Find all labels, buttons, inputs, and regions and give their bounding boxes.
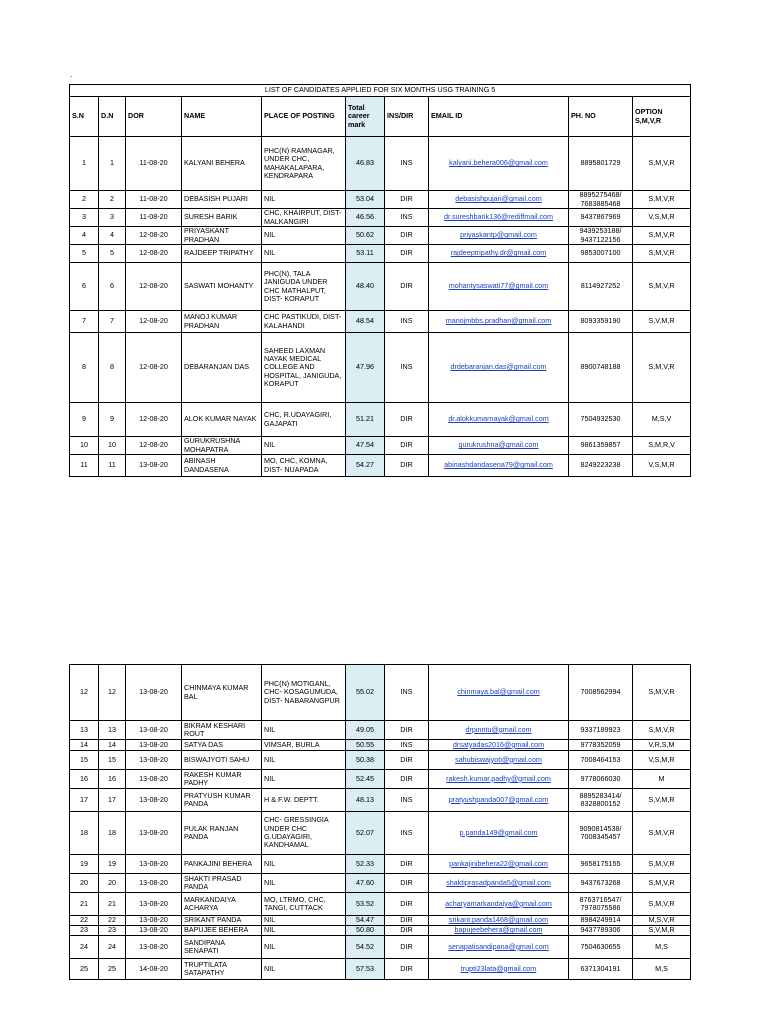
cell-mark: 47.60 bbox=[346, 874, 385, 893]
cell-sn: 12 bbox=[70, 665, 99, 721]
cell-phone: 7504932530 bbox=[569, 403, 633, 437]
cell-option: S,M,V,R bbox=[633, 333, 691, 403]
table-row bbox=[70, 245, 691, 263]
cell-sn: 7 bbox=[70, 311, 99, 333]
cell-insdir: DIR bbox=[385, 936, 429, 959]
cell-dn: 23 bbox=[99, 926, 126, 936]
cell-mark: 50.80 bbox=[346, 926, 385, 936]
cell-option: S,M,V,R bbox=[633, 812, 691, 855]
cell-mark: 50.62 bbox=[346, 227, 385, 245]
cell-sn: 2 bbox=[70, 191, 99, 209]
cell-mark: 54.47 bbox=[346, 916, 385, 926]
header-dn: D.N bbox=[99, 97, 126, 137]
cell-email[interactable]: srikant.panda1468@gmail.com bbox=[429, 916, 569, 926]
cell-mark: 53.11 bbox=[346, 245, 385, 263]
cell-phone: 9439253188/ 9437122156 bbox=[569, 227, 633, 245]
cell-email[interactable]: kalyani.behera006@gmail.com bbox=[429, 137, 569, 191]
table-row bbox=[70, 665, 691, 721]
cell-option: V,S,M,R bbox=[633, 209, 691, 227]
cell-option: S,M,V,R bbox=[633, 245, 691, 263]
cell-dn: 10 bbox=[99, 437, 126, 455]
cell-dor: 12-08-20 bbox=[126, 437, 182, 455]
page-dot: . bbox=[70, 70, 73, 79]
cell-dn: 2 bbox=[99, 191, 126, 209]
cell-place: PHC(N) MOTIGANL, CHC- KOSAGUMUDA, DIST- NABARANGPUR bbox=[262, 665, 346, 721]
cell-sn: 25 bbox=[70, 959, 99, 980]
cell-email[interactable]: trupti23lata@gmail.com bbox=[429, 959, 569, 980]
cell-dor: 13-08-20 bbox=[126, 789, 182, 812]
cell-phone: 9437673268 bbox=[569, 874, 633, 893]
cell-dn: 22 bbox=[99, 916, 126, 926]
header-dor: DOR bbox=[126, 97, 182, 137]
cell-name: SRIKANT PANDA bbox=[182, 916, 262, 926]
cell-phone: 9658175155 bbox=[569, 855, 633, 874]
cell-dn: 19 bbox=[99, 855, 126, 874]
cell-insdir: DIR bbox=[385, 959, 429, 980]
table-row bbox=[70, 926, 691, 936]
cell-option: V,S,M,R bbox=[633, 455, 691, 477]
cell-dn: 15 bbox=[99, 751, 126, 770]
candidates-table-top bbox=[69, 84, 691, 477]
cell-dn: 14 bbox=[99, 740, 126, 751]
cell-phone: 8900748188 bbox=[569, 333, 633, 403]
cell-mark: 50.38 bbox=[346, 751, 385, 770]
table-row bbox=[70, 137, 691, 191]
cell-email[interactable]: drpinntu@gmail.com bbox=[429, 721, 569, 740]
cell-sn: 9 bbox=[70, 403, 99, 437]
cell-dn: 3 bbox=[99, 209, 126, 227]
cell-sn: 4 bbox=[70, 227, 99, 245]
cell-sn: 1 bbox=[70, 137, 99, 191]
cell-email[interactable]: priyaskantp@gmail.com bbox=[429, 227, 569, 245]
cell-email[interactable]: gurukrushna@gmail.com bbox=[429, 437, 569, 455]
cell-phone: 9778352059 bbox=[569, 740, 633, 751]
cell-option: S,M,V,R bbox=[633, 227, 691, 245]
cell-place: MO, CHC, KOMNA, DIST- NUAPADA bbox=[262, 455, 346, 477]
cell-phone: 8763716547/ 7978075586 bbox=[569, 893, 633, 916]
cell-sn: 5 bbox=[70, 245, 99, 263]
table-row bbox=[70, 789, 691, 812]
cell-place: NIL bbox=[262, 855, 346, 874]
header-insdir: INS/DIR bbox=[385, 97, 429, 137]
cell-name: BIKRAM KESHARI ROUT bbox=[182, 721, 262, 740]
cell-insdir: DIR bbox=[385, 751, 429, 770]
cell-insdir: DIR bbox=[385, 874, 429, 893]
cell-place: NIL bbox=[262, 916, 346, 926]
cell-mark: 54.27 bbox=[346, 455, 385, 477]
cell-place: PHC(N), TALA JANIGUDA UNDER CHC MATHALPUT, DIST- KORAPUT bbox=[262, 263, 346, 311]
cell-mark: 51.21 bbox=[346, 403, 385, 437]
cell-mark: 52.45 bbox=[346, 770, 385, 789]
cell-place: NIL bbox=[262, 770, 346, 789]
cell-dn: 17 bbox=[99, 789, 126, 812]
cell-option: S,M,R,V bbox=[633, 437, 691, 455]
header-sn: S.N bbox=[70, 97, 99, 137]
cell-phone: 9437789306 bbox=[569, 926, 633, 936]
cell-mark: 48.54 bbox=[346, 311, 385, 333]
cell-dor: 13-08-20 bbox=[126, 874, 182, 893]
table-row bbox=[70, 403, 691, 437]
cell-place: NIL bbox=[262, 874, 346, 893]
cell-dn: 18 bbox=[99, 812, 126, 855]
cell-name: BISWAJYOTI SAHU bbox=[182, 751, 262, 770]
cell-name: KALYANI BEHERA bbox=[182, 137, 262, 191]
cell-dor: 12-08-20 bbox=[126, 263, 182, 311]
cell-phone: 8895283414/ 8328800152 bbox=[569, 789, 633, 812]
cell-insdir: INS bbox=[385, 311, 429, 333]
cell-sn: 11 bbox=[70, 455, 99, 477]
cell-email[interactable]: abinashdandasena79@gmail.com bbox=[429, 455, 569, 477]
cell-insdir: DIR bbox=[385, 263, 429, 311]
cell-phone: 8249223238 bbox=[569, 455, 633, 477]
cell-sn: 24 bbox=[70, 936, 99, 959]
cell-option: M,S bbox=[633, 936, 691, 959]
cell-email[interactable]: drsatyadas2016@gmail.com bbox=[429, 740, 569, 751]
cell-dor: 11-08-20 bbox=[126, 191, 182, 209]
header-name: NAME bbox=[182, 97, 262, 137]
cell-dor: 13-08-20 bbox=[126, 665, 182, 721]
header-email: EMAIL ID bbox=[429, 97, 569, 137]
cell-mark: 48.13 bbox=[346, 789, 385, 812]
cell-dn: 5 bbox=[99, 245, 126, 263]
cell-insdir: DIR bbox=[385, 855, 429, 874]
header-place: PLACE OF POSTING bbox=[262, 97, 346, 137]
cell-dor: 13-08-20 bbox=[126, 770, 182, 789]
cell-option: M,S,V bbox=[633, 403, 691, 437]
cell-dor: 14-08-20 bbox=[126, 959, 182, 980]
cell-place: NIL bbox=[262, 926, 346, 936]
cell-email[interactable]: mohantysaswati77@gmail.com bbox=[429, 263, 569, 311]
cell-place: SAHEED LAXMAN NAYAK MEDICAL COLLEGE AND HOSPITAL, JANIGUDA, KORAPUT bbox=[262, 333, 346, 403]
cell-option: S,V,M,R bbox=[633, 311, 691, 333]
cell-dn: 7 bbox=[99, 311, 126, 333]
cell-name: GURUKRUSHNA MOHAPATRA bbox=[182, 437, 262, 455]
cell-name: MARKANDAIYA ACHARYA bbox=[182, 893, 262, 916]
cell-name: SHAKTI PRASAD PANDA bbox=[182, 874, 262, 893]
cell-dor: 12-08-20 bbox=[126, 403, 182, 437]
cell-name: PRIYASKANT PRADHAN bbox=[182, 227, 262, 245]
cell-mark: 53.52 bbox=[346, 893, 385, 916]
header-row bbox=[70, 97, 691, 137]
cell-name: RAKESH KUMAR PADHY bbox=[182, 770, 262, 789]
header-option: OPTION S,M,V,R bbox=[633, 97, 691, 137]
cell-dn: 13 bbox=[99, 721, 126, 740]
cell-option: M bbox=[633, 770, 691, 789]
cell-phone: 7008464153 bbox=[569, 751, 633, 770]
cell-dn: 24 bbox=[99, 936, 126, 959]
cell-email[interactable]: debasishpujari@gmail.com bbox=[429, 191, 569, 209]
cell-place: NIL bbox=[262, 245, 346, 263]
cell-dor: 13-08-20 bbox=[126, 916, 182, 926]
cell-insdir: INS bbox=[385, 789, 429, 812]
cell-dn: 21 bbox=[99, 893, 126, 916]
cell-phone: 9778066030 bbox=[569, 770, 633, 789]
cell-sn: 16 bbox=[70, 770, 99, 789]
cell-place: NIL bbox=[262, 227, 346, 245]
cell-phone: 8895275468/ 7683885468 bbox=[569, 191, 633, 209]
cell-place: CHC, KHAIRPUT, DIST-MALKANGIRI bbox=[262, 209, 346, 227]
cell-place: PHC(N) RAMNAGAR, UNDER CHC, MAHAKALAPARA, KENDRAPARA bbox=[262, 137, 346, 191]
cell-option: S,M,V,R bbox=[633, 665, 691, 721]
cell-phone: 7504630655 bbox=[569, 936, 633, 959]
cell-dor: 13-08-20 bbox=[126, 936, 182, 959]
cell-dn: 25 bbox=[99, 959, 126, 980]
cell-phone: 9437867969 bbox=[569, 209, 633, 227]
cell-mark: 55.02 bbox=[346, 665, 385, 721]
cell-name: DEBASISH PUJARI bbox=[182, 191, 262, 209]
cell-phone: 9853007100 bbox=[569, 245, 633, 263]
cell-option: M,S,V,R bbox=[633, 916, 691, 926]
cell-insdir: DIR bbox=[385, 227, 429, 245]
cell-place: NIL bbox=[262, 721, 346, 740]
cell-sn: 17 bbox=[70, 789, 99, 812]
cell-sn: 15 bbox=[70, 751, 99, 770]
cell-mark: 46.83 bbox=[346, 137, 385, 191]
cell-email[interactable]: rajdeeptripathy.dr@gmail.com bbox=[429, 245, 569, 263]
cell-dor: 13-08-20 bbox=[126, 855, 182, 874]
cell-dn: 1 bbox=[99, 137, 126, 191]
cell-place: CHC- GRESSINGIA UNDER CHC G.UDAYAGIRI, KANDHAMAL bbox=[262, 812, 346, 855]
table-row bbox=[70, 740, 691, 751]
header-phone: PH. NO bbox=[569, 97, 633, 137]
cell-name: ALOK KUMAR NAYAK bbox=[182, 403, 262, 437]
table-row bbox=[70, 916, 691, 926]
cell-sn: 19 bbox=[70, 855, 99, 874]
cell-sn: 10 bbox=[70, 437, 99, 455]
cell-option: M,S bbox=[633, 959, 691, 980]
cell-name: ABINASH DANDASENA bbox=[182, 455, 262, 477]
cell-dn: 16 bbox=[99, 770, 126, 789]
cell-mark: 52.33 bbox=[346, 855, 385, 874]
table-row bbox=[70, 855, 691, 874]
cell-name: SANDIPANA SENAPATI bbox=[182, 936, 262, 959]
cell-sn: 18 bbox=[70, 812, 99, 855]
cell-place: NIL bbox=[262, 437, 346, 455]
cell-mark: 49.05 bbox=[346, 721, 385, 740]
cell-dor: 13-08-20 bbox=[126, 926, 182, 936]
cell-insdir: DIR bbox=[385, 191, 429, 209]
cell-name: BAPUJEE BEHERA bbox=[182, 926, 262, 936]
cell-mark: 57.53 bbox=[346, 959, 385, 980]
table-row bbox=[70, 263, 691, 311]
cell-dor: 12-08-20 bbox=[126, 333, 182, 403]
cell-place: MO, LTRMO, CHC, TANGI, CUTTACK bbox=[262, 893, 346, 916]
cell-insdir: INS bbox=[385, 812, 429, 855]
cell-option: S,M,V,R bbox=[633, 893, 691, 916]
cell-mark: 53.04 bbox=[346, 191, 385, 209]
table-row bbox=[70, 209, 691, 227]
cell-dor: 12-08-20 bbox=[126, 245, 182, 263]
cell-option: S,M,V,R bbox=[633, 191, 691, 209]
cell-sn: 14 bbox=[70, 740, 99, 751]
cell-phone: 6371304191 bbox=[569, 959, 633, 980]
cell-email[interactable]: bapujeebehera@gmail.com bbox=[429, 926, 569, 936]
cell-insdir: INS bbox=[385, 665, 429, 721]
cell-sn: 8 bbox=[70, 333, 99, 403]
cell-email[interactable]: acharyamarkandaiya@gmail.com bbox=[429, 893, 569, 916]
cell-phone: 9861359857 bbox=[569, 437, 633, 455]
cell-insdir: DIR bbox=[385, 721, 429, 740]
table-row bbox=[70, 191, 691, 209]
table-row bbox=[70, 721, 691, 740]
cell-option: S,V,M,R bbox=[633, 789, 691, 812]
cell-name: SASWATI MOHANTY bbox=[182, 263, 262, 311]
table-row bbox=[70, 455, 691, 477]
cell-mark: 54.52 bbox=[346, 936, 385, 959]
cell-dor: 12-08-20 bbox=[126, 311, 182, 333]
table-row bbox=[70, 227, 691, 245]
cell-place: NIL bbox=[262, 751, 346, 770]
table-row bbox=[70, 751, 691, 770]
cell-name: DEBARANJAN DAS bbox=[182, 333, 262, 403]
cell-dor: 13-08-20 bbox=[126, 721, 182, 740]
cell-dor: 13-08-20 bbox=[126, 455, 182, 477]
cell-email[interactable]: pratyushpanda007@gmail.com bbox=[429, 789, 569, 812]
cell-email[interactable]: dr.alokkumarnayak@gmail.com bbox=[429, 403, 569, 437]
cell-place: NIL bbox=[262, 959, 346, 980]
cell-option: S,V,M,R bbox=[633, 926, 691, 936]
cell-place: H & F.W. DEPTT. bbox=[262, 789, 346, 812]
cell-phone: 8895801729 bbox=[569, 137, 633, 191]
cell-option: S,M,V,R bbox=[633, 874, 691, 893]
cell-option: S,M,V,R bbox=[633, 263, 691, 311]
cell-option: V,R,S,M bbox=[633, 740, 691, 751]
cell-sn: 13 bbox=[70, 721, 99, 740]
cell-sn: 20 bbox=[70, 874, 99, 893]
cell-mark: 48.40 bbox=[346, 263, 385, 311]
cell-phone: 7008562994 bbox=[569, 665, 633, 721]
cell-place: VIMSAR, BURLA bbox=[262, 740, 346, 751]
cell-place: NIL bbox=[262, 191, 346, 209]
cell-insdir: DIR bbox=[385, 437, 429, 455]
cell-dn: 8 bbox=[99, 333, 126, 403]
cell-email[interactable]: drdebaranjan.das@gmail.com bbox=[429, 333, 569, 403]
cell-mark: 47.54 bbox=[346, 437, 385, 455]
cell-phone: 8984249914 bbox=[569, 916, 633, 926]
table-row bbox=[70, 893, 691, 916]
cell-insdir: INS bbox=[385, 740, 429, 751]
table-row bbox=[70, 333, 691, 403]
cell-option: V,S,M,R bbox=[633, 751, 691, 770]
table-row bbox=[70, 437, 691, 455]
table-row bbox=[70, 936, 691, 959]
cell-place: CHC PASTIKUDI, DIST- KALAHANDI bbox=[262, 311, 346, 333]
cell-dor: 11-08-20 bbox=[126, 137, 182, 191]
cell-insdir: INS bbox=[385, 209, 429, 227]
cell-mark: 47.96 bbox=[346, 333, 385, 403]
cell-dor: 13-08-20 bbox=[126, 893, 182, 916]
cell-insdir: DIR bbox=[385, 916, 429, 926]
cell-dor: 13-08-20 bbox=[126, 751, 182, 770]
cell-name: PRATYUSH KUMAR PANDA bbox=[182, 789, 262, 812]
cell-sn: 21 bbox=[70, 893, 99, 916]
cell-name: TRUPTILATA SATAPATHY bbox=[182, 959, 262, 980]
cell-insdir: DIR bbox=[385, 245, 429, 263]
cell-insdir: DIR bbox=[385, 403, 429, 437]
cell-phone: 8114927252 bbox=[569, 263, 633, 311]
cell-name: SATYA DAS bbox=[182, 740, 262, 751]
cell-dn: 6 bbox=[99, 263, 126, 311]
cell-mark: 52.07 bbox=[346, 812, 385, 855]
table-title: LIST OF CANDIDATES APPLIED FOR SIX MONTHS USG TRAINING 5 bbox=[70, 85, 691, 97]
cell-name: PULAK RANJAN PANDA bbox=[182, 812, 262, 855]
cell-phone: 9090814538/ 7008345457 bbox=[569, 812, 633, 855]
cell-dor: 13-08-20 bbox=[126, 812, 182, 855]
cell-insdir: DIR bbox=[385, 455, 429, 477]
cell-email[interactable]: sahubiswajyoti@gmail.com bbox=[429, 751, 569, 770]
cell-email[interactable]: chinmaya.bal@gmail.com bbox=[429, 665, 569, 721]
cell-place: CHC, R.UDAYAGIRI, GAJAPATI bbox=[262, 403, 346, 437]
table-title-row bbox=[70, 85, 691, 97]
cell-dn: 12 bbox=[99, 665, 126, 721]
cell-dn: 11 bbox=[99, 455, 126, 477]
cell-mark: 50.55 bbox=[346, 740, 385, 751]
cell-insdir: INS bbox=[385, 137, 429, 191]
table-row bbox=[70, 959, 691, 980]
cell-dn: 20 bbox=[99, 874, 126, 893]
cell-email[interactable]: dr.sureshbarik136@rediffmail.com bbox=[429, 209, 569, 227]
table-row bbox=[70, 812, 691, 855]
cell-mark: 46.56 bbox=[346, 209, 385, 227]
cell-email[interactable]: pankajinibehera22@gmail.com bbox=[429, 855, 569, 874]
cell-dor: 11-08-20 bbox=[126, 209, 182, 227]
cell-dn: 9 bbox=[99, 403, 126, 437]
cell-sn: 22 bbox=[70, 916, 99, 926]
cell-phone: 8093359190 bbox=[569, 311, 633, 333]
cell-name: MANOJ KUMAR PRADHAN bbox=[182, 311, 262, 333]
cell-sn: 6 bbox=[70, 263, 99, 311]
cell-option: S,M,V,R bbox=[633, 137, 691, 191]
cell-insdir: DIR bbox=[385, 893, 429, 916]
cell-sn: 3 bbox=[70, 209, 99, 227]
header-mark: Total career mark bbox=[346, 97, 385, 137]
cell-dor: 13-08-20 bbox=[126, 740, 182, 751]
candidates-table-bottom bbox=[69, 664, 691, 980]
cell-email[interactable]: senapatisandipana@gmail.com bbox=[429, 936, 569, 959]
cell-email[interactable]: shaktiprasadpanda5@gmail.com bbox=[429, 874, 569, 893]
cell-insdir: DIR bbox=[385, 770, 429, 789]
table-row bbox=[70, 874, 691, 893]
cell-dor: 12-08-20 bbox=[126, 227, 182, 245]
cell-email[interactable]: p.panda149@gmail.com bbox=[429, 812, 569, 855]
cell-email[interactable]: manojmbbs.pradhan@gmail.com bbox=[429, 311, 569, 333]
cell-name: CHINMAYA KUMAR BAL bbox=[182, 665, 262, 721]
cell-name: SURESH BARIK bbox=[182, 209, 262, 227]
cell-place: NIL bbox=[262, 936, 346, 959]
cell-sn: 23 bbox=[70, 926, 99, 936]
cell-name: PANKAJINI BEHERA bbox=[182, 855, 262, 874]
cell-insdir: INS bbox=[385, 333, 429, 403]
table-row bbox=[70, 770, 691, 789]
cell-option: S,M,V,R bbox=[633, 721, 691, 740]
cell-dn: 4 bbox=[99, 227, 126, 245]
cell-insdir: DIR bbox=[385, 926, 429, 936]
table-row bbox=[70, 311, 691, 333]
cell-phone: 9337189923 bbox=[569, 721, 633, 740]
cell-email[interactable]: rakesh.kumar.padhy@gmail.com bbox=[429, 770, 569, 789]
cell-option: S,M,V,R bbox=[633, 855, 691, 874]
cell-name: RAJDEEP TRIPATHY bbox=[182, 245, 262, 263]
